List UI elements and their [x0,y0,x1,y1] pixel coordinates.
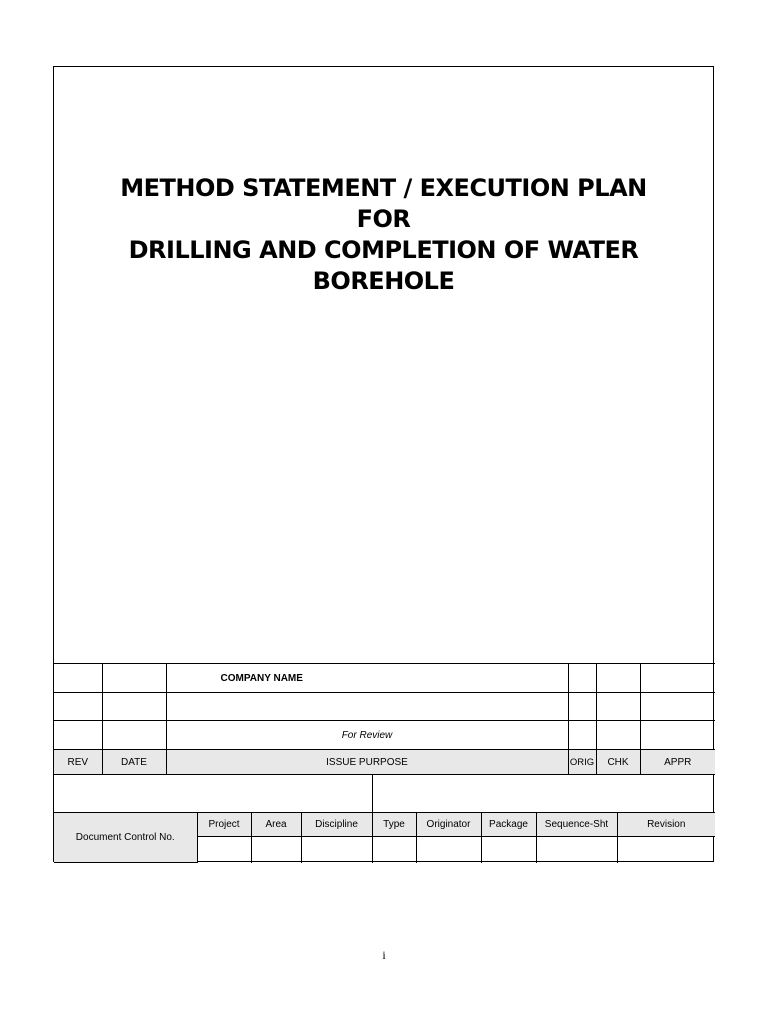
title-line-1: METHOD STATEMENT / EXECUTION PLAN [120,174,647,202]
blank-cell-right [372,775,715,813]
value-project [197,837,251,863]
header-orig: ORIG [568,750,596,775]
chk-cell [596,721,640,750]
issue-purpose-for-review: For Review [166,721,568,750]
document-control-label: Document Control No. [54,813,197,863]
value-originator [416,837,481,863]
revision-row [54,693,715,721]
chk-cell [596,693,640,721]
value-sequence-sht [536,837,617,863]
title-line-2: FOR [356,205,411,233]
col-type: Type [372,813,416,837]
header-issue-purpose: ISSUE PURPOSE [166,750,568,775]
header-chk: CHK [596,750,640,775]
revision-header-row [54,750,715,775]
orig-cell [568,721,596,750]
document-control-table [54,774,715,863]
document-control-blank-row [54,775,715,813]
date-cell [102,721,166,750]
col-project: Project [197,813,251,837]
blank-cell-left [54,775,372,813]
company-name: COMPANY NAME [166,664,568,693]
chk-cell [596,664,640,693]
header-appr: APPR [640,750,715,775]
document-frame [53,66,714,862]
rev-cell [54,664,102,693]
orig-cell [568,693,596,721]
col-area: Area [251,813,301,837]
document-control-header-row [54,813,715,837]
rev-cell [54,693,102,721]
title-line-3: DRILLING AND COMPLETION OF WATER [128,236,639,264]
revision-row [54,664,715,693]
appr-cell [640,693,715,721]
header-rev: REV [54,750,102,775]
orig-cell [568,664,596,693]
title-line-4: BOREHOLE [312,267,455,295]
document-title [54,173,713,297]
value-area [251,837,301,863]
value-type [372,837,416,863]
rev-cell [54,721,102,750]
appr-cell [640,721,715,750]
date-cell [102,693,166,721]
issue-purpose-cell [166,693,568,721]
revision-table [54,663,715,775]
value-revision [617,837,715,863]
col-package: Package [481,813,536,837]
date-cell [102,664,166,693]
value-discipline [301,837,372,863]
appr-cell [640,664,715,693]
header-date: DATE [102,750,166,775]
col-discipline: Discipline [301,813,372,837]
col-originator: Originator [416,813,481,837]
col-sequence-sht: Sequence-Sht [536,813,617,837]
value-package [481,837,536,863]
col-revision: Revision [617,813,715,837]
revision-row [54,721,715,750]
page-number: i [382,948,386,962]
